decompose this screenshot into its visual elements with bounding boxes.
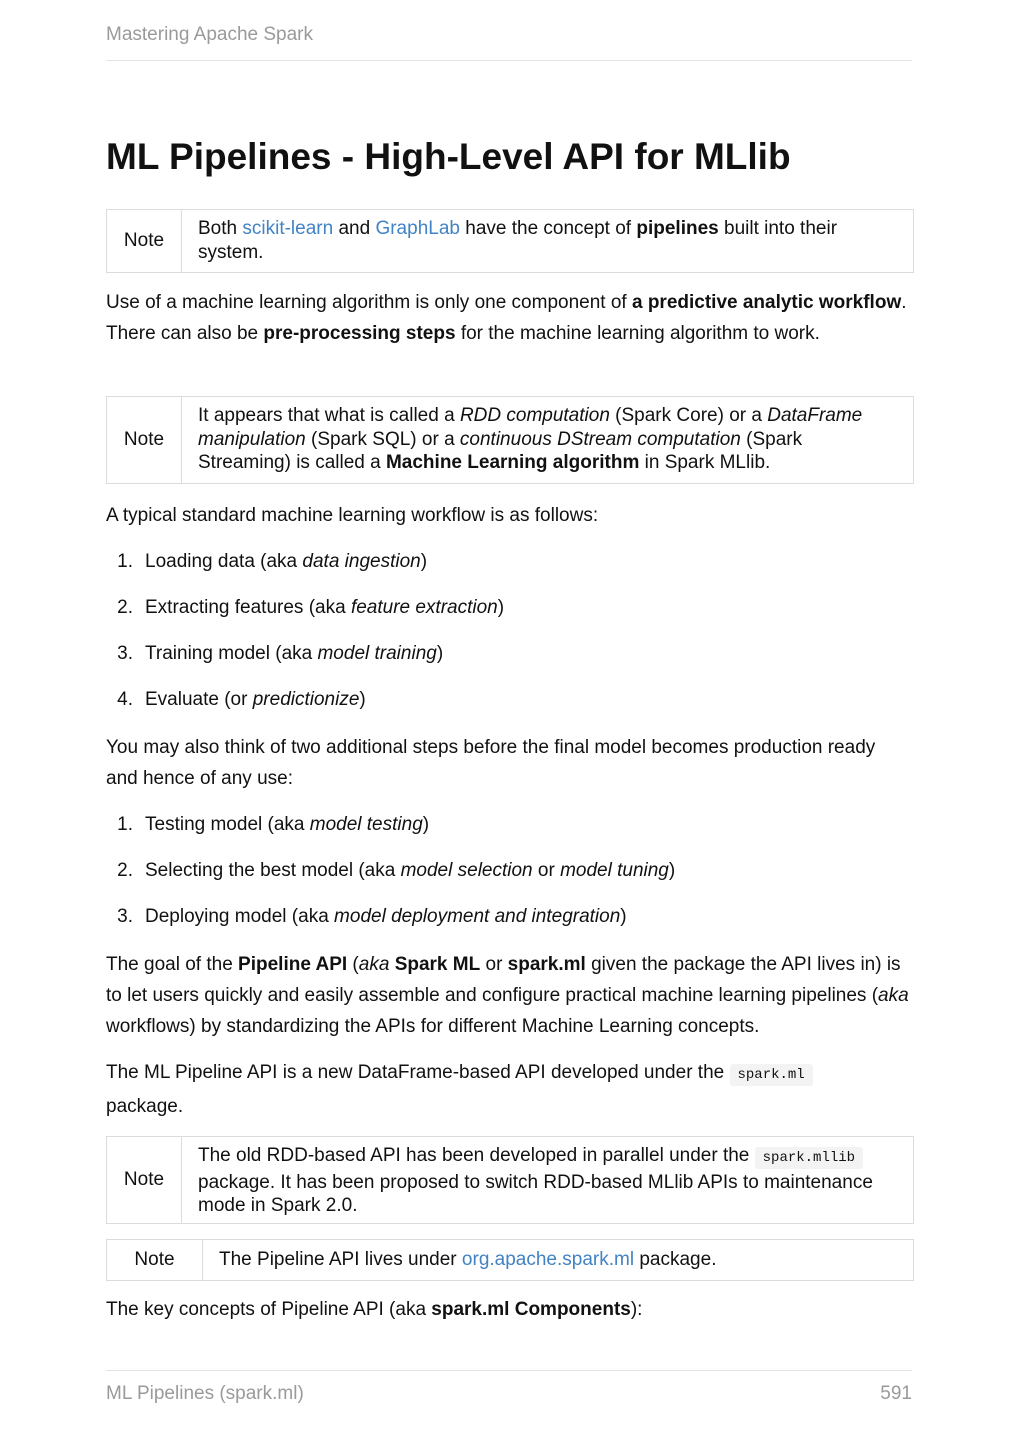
- list-item: 2. Extracting features (aka feature extraction): [117, 597, 505, 618]
- list-item: 4. Evaluate (or predictionize): [117, 689, 366, 710]
- paragraph: The key concepts of Pipeline API (aka spark.ml Components):: [106, 1299, 643, 1320]
- paragraph: You may also think of two additional steps before the final model becomes production ready and hence of any use:: [106, 737, 876, 789]
- paragraph: Use of a machine learning algorithm is only one component of a predictive analytic workflow. There can also be pre-processing steps for the machine learning algorithm to work.: [106, 292, 907, 344]
- list-item: 3. Training model (aka model training): [117, 643, 444, 664]
- note-box: [106, 396, 914, 484]
- workflow-list: [106, 539, 912, 723]
- chapter-title: ML Pipelines (spark.ml): [106, 1383, 304, 1404]
- org-apache-spark-ml-link[interactable]: org.apache.spark.ml: [461, 1249, 635, 1270]
- note-label: Note: [107, 397, 182, 483]
- note-box: [106, 1136, 914, 1224]
- graphlab-link[interactable]: GraphLab: [375, 218, 460, 239]
- inline-code: spark.ml: [730, 1064, 813, 1086]
- book-title: Mastering Apache Spark: [106, 24, 314, 45]
- list-item: 3. Deploying model (aka model deployment and integration): [117, 906, 627, 927]
- note-label: Note: [107, 210, 182, 272]
- running-footer: [106, 1370, 912, 1405]
- scikit-learn-link[interactable]: scikit-learn: [242, 218, 334, 239]
- note-body: Both scikit-learn and GraphLab have the concept of pipelines built into their system.: [198, 218, 838, 263]
- note-label: Note: [107, 1137, 182, 1223]
- note-body: The old RDD-based API has been developed in parallel under the spark.mllib package. It has been proposed to switch RDD-based MLlib APIs to maintenance mode in Spark 2.0.: [198, 1145, 873, 1216]
- paragraph: The ML Pipeline API is a new DataFrame-based API developed under the spark.ml package.: [106, 1057, 912, 1122]
- page-title: ML Pipelines - High-Level API for MLlib: [106, 136, 791, 177]
- list-item: 1. Loading data (aka data ingestion): [117, 551, 428, 572]
- note-body: It appears that what is called a RDD computation (Spark Core) or a DataFrame manipulation (Spark SQL) or a continuous DStream computation (Spark Streaming) is called a Machine Learning algorithm in Spark MLlib.: [198, 405, 863, 473]
- note-box: [106, 1239, 914, 1281]
- extra-steps-list: [106, 802, 912, 940]
- note-body: The Pipeline API lives under org.apache.spark.ml package.: [219, 1249, 717, 1270]
- note-label: Note: [107, 1240, 203, 1280]
- page-number: 591: [880, 1383, 912, 1404]
- note-box: [106, 209, 914, 273]
- list-item: 1. Testing model (aka model testing): [117, 814, 430, 835]
- inline-code: spark.mllib: [755, 1147, 863, 1169]
- list-item: 2. Selecting the best model (aka model selection or model tuning): [117, 860, 676, 881]
- paragraph: The goal of the Pipeline API (aka Spark ML or spark.ml given the package the API lives in) is to let users quickly and easily assemble and configure practical machine learning pipelines (aka workflows) by standardizing the APIs for different Machine Learning concepts.: [106, 954, 909, 1037]
- paragraph: A typical standard machine learning workflow is as follows:: [106, 505, 599, 526]
- running-header: [106, 24, 912, 61]
